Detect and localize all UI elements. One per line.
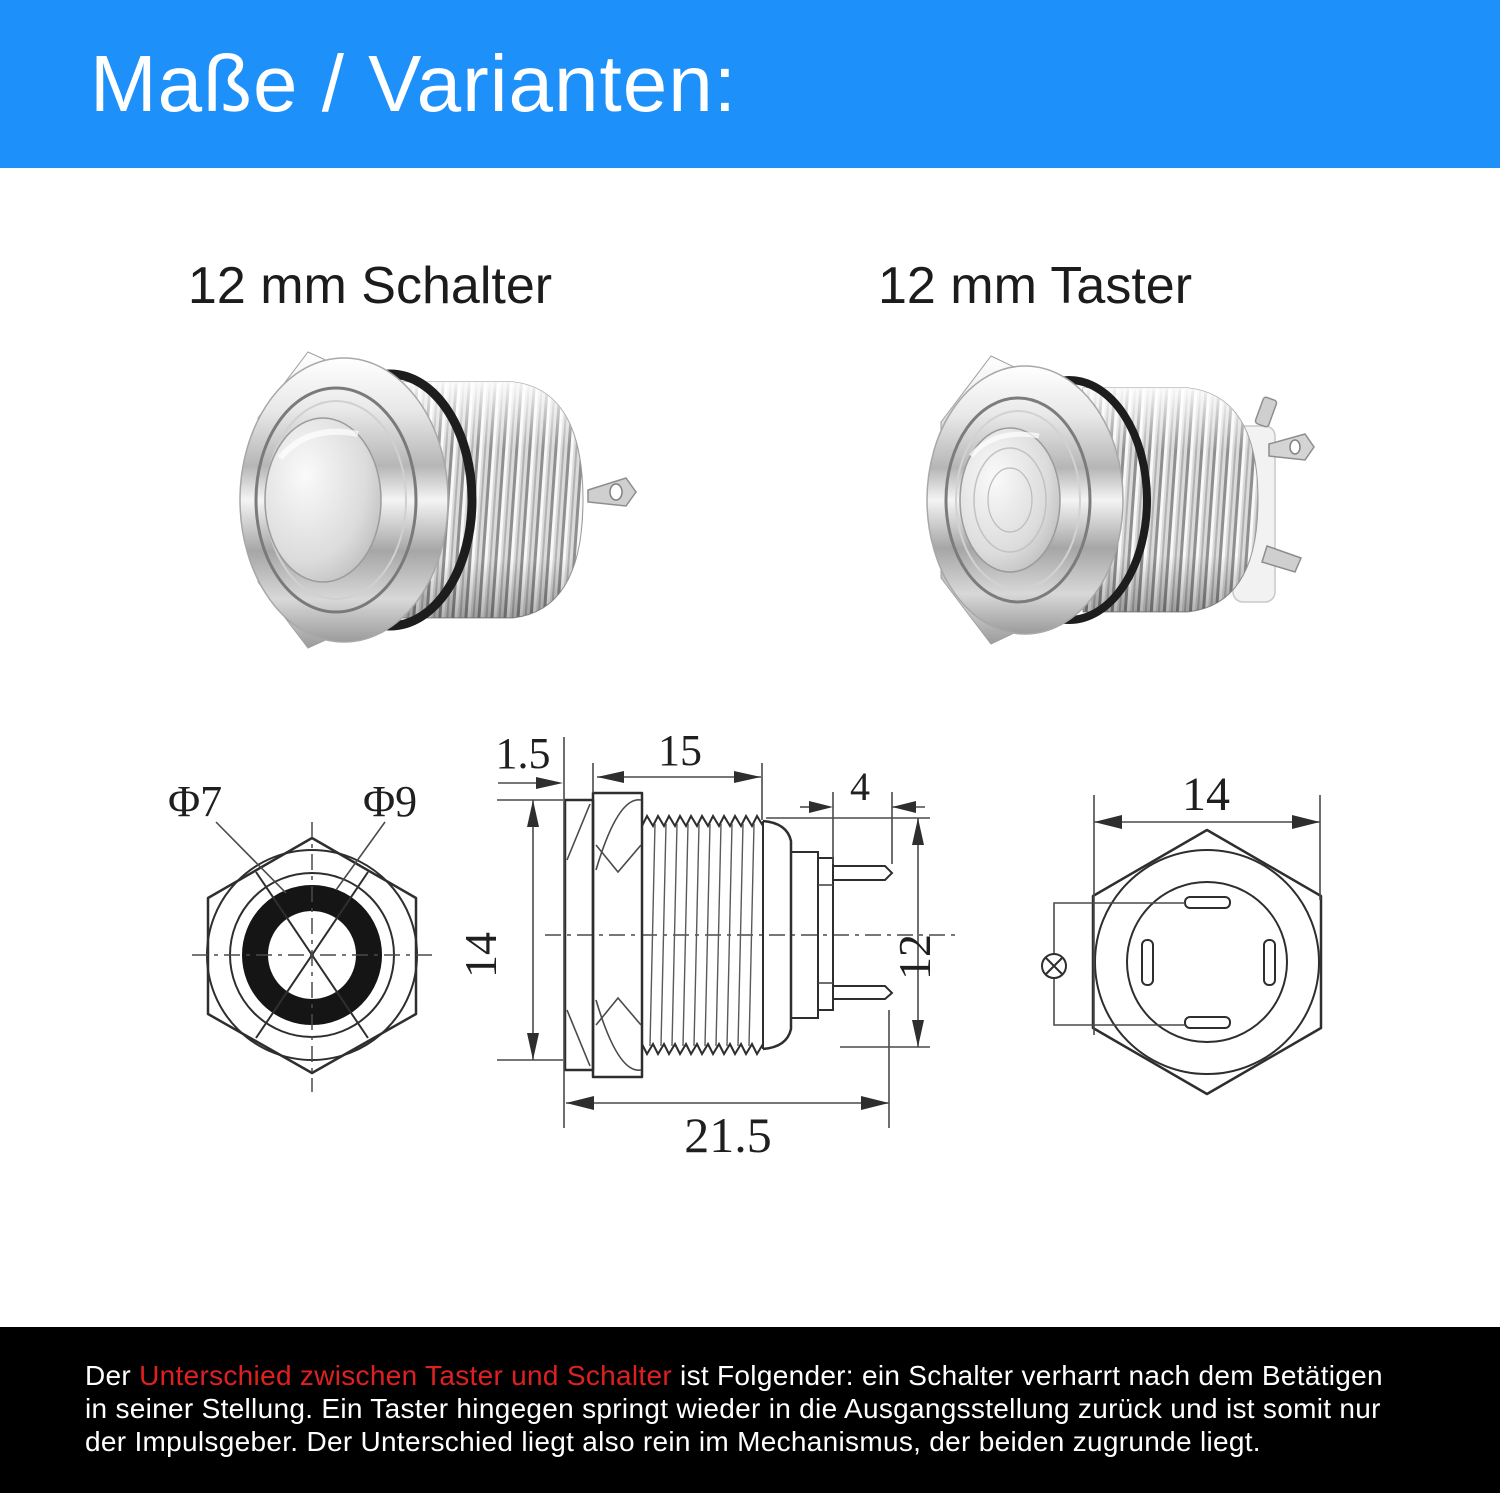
label-schalter: 12 mm Schalter	[187, 257, 553, 315]
dim-label-thread-length: 15	[658, 726, 702, 775]
terminal-pin-bottom	[833, 986, 892, 999]
footer-paragraph	[0, 1327, 1500, 1458]
solder-lug	[588, 478, 636, 506]
footer-line-2: in seiner Stellung. Ein Taster hingegen springt wieder in die Ausgangsstellung zurück und ist somit nur	[85, 1393, 1381, 1424]
page-title: Maße / Varianten:	[90, 39, 737, 128]
technical-drawings	[0, 700, 1500, 1200]
dim-label-outer-diameter: Φ9	[363, 777, 418, 826]
dim-label-inner-diameter: Φ7	[168, 777, 223, 826]
footer-bar	[0, 1327, 1500, 1493]
rear-view-drawing	[1042, 768, 1321, 1094]
button-cap	[927, 366, 1123, 634]
front-view-drawing	[168, 777, 432, 1092]
dim-label-height: 14	[455, 932, 506, 978]
dim-label-total-length: 21.5	[684, 1107, 772, 1163]
button-cap	[240, 358, 448, 642]
label-taster: 12 mm Taster	[877, 257, 1193, 315]
footer-line1-post: ist Folgender: ein Schalter verharrt nach dem Betätigen	[671, 1360, 1383, 1391]
footer-line-3: der Impulsgeber. Der Unterschied liegt also rein im Mechanismus, der beiden zugrunde liegt.	[85, 1426, 1261, 1457]
pin-slots	[1142, 897, 1275, 1028]
footer-line-1	[85, 1359, 1460, 1392]
dim-label-pin-length: 4	[850, 764, 870, 809]
dim-label-bezel: 1.5	[495, 729, 551, 778]
footer-line1-pre: Der	[85, 1360, 140, 1391]
footer-line1-highlight: Unterschied zwischen Taster und Schalter	[139, 1360, 672, 1391]
header-bar	[0, 0, 1500, 168]
taster-photo	[843, 340, 1323, 692]
terminal-pin-top	[833, 866, 892, 880]
lamp-symbol-icon	[1042, 954, 1066, 978]
side-view-drawing	[455, 726, 958, 1163]
dim-label-hex-width: 14	[1182, 768, 1230, 821]
schalter-photo	[158, 340, 658, 692]
dim-label-rear-height: 12	[889, 934, 940, 980]
